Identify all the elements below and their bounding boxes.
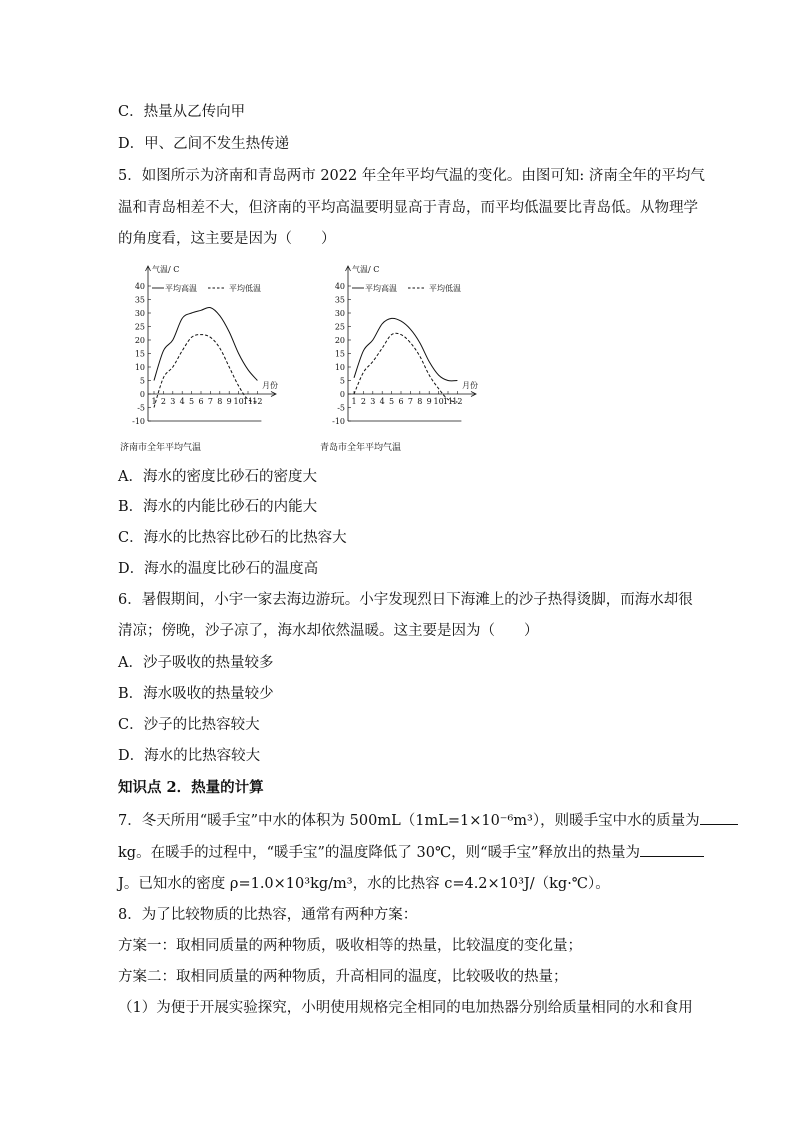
y-tick-label: 0 [339,390,345,399]
x-tick-label: 7 [207,397,213,406]
y-tick-label: 15 [134,349,145,359]
q8-stem: 8．为了比较物质的比热容，通常有两种方案： [118,907,418,923]
q6-option-a: A．沙子吸收的热量较多 [118,655,274,671]
q6-option-d: D．海水的比热容较大 [118,748,261,764]
jinan-temperature-chart [118,258,288,458]
x-tick-label: 4 [179,397,185,406]
legend-dashed-label: 平均低温 [429,284,461,293]
x-tick-label: 9 [226,397,232,406]
y-tick-label: 35 [134,295,145,305]
series-high-temp-line [354,318,457,381]
jinan-chart-svg [118,258,288,458]
x-tick-label: 7 [407,397,413,406]
x-axis-label: 月份 [462,381,478,390]
q4-option-c: C．热量从乙传向甲 [118,104,246,120]
q7-line1-text: 7．冬天所用“暖手宝”中水的体积为 500mL（1mL=1×10⁻⁶m³），则暖手宝中水的质量为 [118,813,700,829]
q6-option-c: C．沙子的比热容较大 [118,717,260,733]
x-tick-label: 8 [417,397,423,406]
q7-line1 [118,810,700,831]
legend-solid-label: 平均高温 [365,284,397,293]
q5-option-c: C．海水的比热容比砂石的比热容大 [118,530,347,546]
q7-line2 [118,842,678,863]
q4-option-d: D．甲、乙间不发生热传递 [118,136,290,152]
y-tick-label: 30 [334,309,345,318]
q8-plan2: 方案二：取相同质量的两种物质，升高相同的温度，比较吸收的热量； [118,969,568,985]
y-tick-label: 30 [134,309,145,318]
x-tick-label: 6 [198,397,204,406]
q5-option-d: D．海水的温度比砂石的温度高 [118,561,319,577]
x-axis-label: 月份 [262,381,278,390]
x-tick-label: 11 [442,397,454,406]
x-tick-label: 9 [426,397,432,406]
y-tick-label: -5 [337,403,345,413]
y-axis-label: 气温/ C [352,265,380,274]
y-tick-label: 35 [334,295,345,305]
x-tick-label: 3 [170,397,176,406]
q5-stem-line2: 温和青岛相差不大，但济南的平均高温要明显高于青岛，而平均低温要比青岛低。从物理学 [118,200,698,216]
x-tick-label: 12 [252,397,263,406]
y-tick-label: 0 [139,390,145,399]
q6-stem-line2: 清凉；傍晚，沙子凉了，海水却依然温暖。这主要是因为（ ） [118,623,539,639]
y-tick-label: 15 [334,349,345,359]
x-tick-label: 12 [452,397,463,406]
y-tick-label: 20 [134,336,145,345]
y-tick-label: 25 [134,322,145,332]
y-tick-label: 25 [334,322,345,332]
x-tick-label: 8 [217,397,223,406]
x-tick-label: 5 [189,397,195,406]
section-2-heading: 知识点 2．热量的计算 [118,779,264,796]
q7-line2-text: kg。在暖手的过程中，“暖手宝”的温度降低了 30℃，则“暖手宝”释放出的热量为 [118,845,640,861]
y-tick-label: 5 [339,376,345,386]
chart-caption: 青岛市全年平均气温 [320,443,402,453]
q5-stem-line1: 5．如图所示为济南和青岛两市 2022 年全年平均气温的变化。由图可知: 济南全年的平均气 [118,168,705,184]
q7-mass-blank[interactable] [700,810,738,825]
y-tick-label: 20 [334,336,345,345]
x-tick-label: 3 [370,397,376,406]
qingdao-chart-svg [318,258,488,458]
q5-option-a: A．海水的密度比砂石的密度大 [118,469,317,485]
y-axis-label: 气温/ C [152,265,180,274]
x-tick-label: 10 [233,397,244,406]
chart-caption: 济南市全年平均气温 [120,443,202,453]
y-tick-label: -5 [137,403,145,413]
q5-stem-line3: 的角度看，这主要是因为（ ） [118,231,336,247]
x-tick-label: 5 [389,397,395,406]
y-tick-label: 40 [134,282,145,291]
qingdao-temperature-chart [318,258,488,458]
legend-dashed-label: 平均低温 [229,284,261,293]
q6-stem-line1: 6．暑假期间，小宇一家去海边游玩。小宇发现烈日下海滩上的沙子热得烫脚，而海水却很 [118,592,693,608]
q7-heat-blank[interactable] [640,842,704,857]
x-tick-label: 11 [242,397,254,406]
y-tick-label: -10 [132,417,145,426]
y-tick-label: 5 [139,376,145,386]
q6-option-b: B．海水吸收的热量较少 [118,686,274,702]
x-tick-label: 2 [360,397,366,406]
x-tick-label: 10 [433,397,444,406]
y-tick-label: 40 [334,282,345,291]
y-tick-label: 10 [334,363,345,372]
y-tick-label: -10 [332,417,345,426]
legend-solid-label: 平均高温 [165,284,197,293]
q8-plan1: 方案一：取相同质量的两种物质，吸收相等的热量，比较温度的变化量； [118,938,582,954]
x-tick-label: 2 [160,397,166,406]
x-tick-label: 6 [398,397,404,406]
y-tick-label: 10 [134,363,145,372]
x-tick-label: 1 [351,397,357,406]
x-tick-label: 4 [379,397,385,406]
x-tick-label: 1 [151,397,157,406]
q7-line3: J。已知水的密度 ρ=1.0×10³kg/m³，水的比热容 c=4.2×10³J/（kg·℃）。 [118,876,610,892]
q5-option-b: B．海水的内能比砂石的内能大 [118,499,318,515]
q8-part1: （1）为便于开展实验探究，小明使用规格完全相同的电加热器分别给质量相同的水和食用 [118,1000,693,1016]
series-high-temp-line [154,307,257,380]
